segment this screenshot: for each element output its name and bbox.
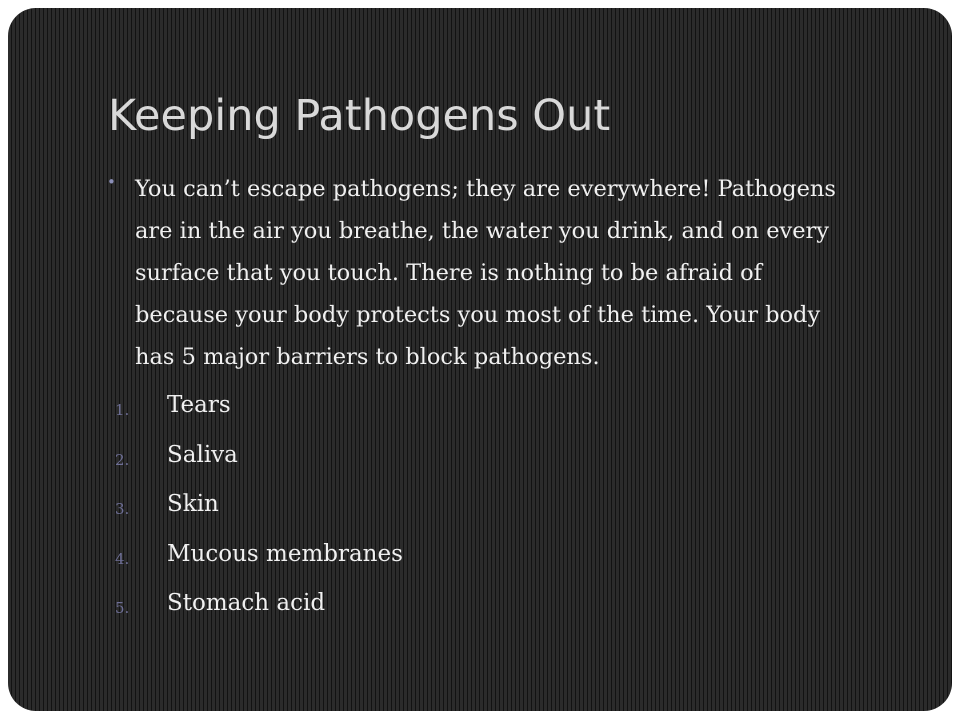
slide-body [106, 168, 906, 632]
intro-line: You can’t escape pathogens; they are everywhere! Pathogens [135, 176, 836, 202]
list-item [106, 483, 906, 533]
intro-line: are in the air you breathe, the water you drink, and on every [135, 218, 830, 244]
intro-paragraph [135, 168, 906, 378]
bullet-marker-icon: • [107, 173, 116, 191]
list-item [106, 582, 906, 632]
intro-line: because your body protects you most of the time. Your body [135, 302, 821, 328]
slide-title: Keeping Pathogens Out [108, 91, 611, 141]
slide-background [8, 8, 952, 711]
list-label: Tears [167, 392, 231, 418]
list-item [106, 434, 906, 484]
list-label: Stomach acid [167, 590, 326, 616]
list-number: 3. [115, 500, 130, 518]
list-item [106, 533, 906, 583]
list-number: 5. [115, 599, 130, 617]
barrier-list [106, 384, 906, 632]
intro-bullet [106, 168, 906, 378]
intro-line: has 5 major barriers to block pathogens. [135, 344, 600, 370]
intro-line: surface that you touch. There is nothing to be afraid of [135, 260, 763, 286]
list-number: 2. [115, 450, 130, 469]
list-item [106, 384, 906, 434]
list-label: Mucous membranes [167, 540, 403, 567]
list-number: 1. [115, 401, 130, 419]
list-number: 4. [115, 549, 130, 568]
list-label: Skin [167, 491, 219, 517]
list-label: Saliva [167, 441, 238, 468]
